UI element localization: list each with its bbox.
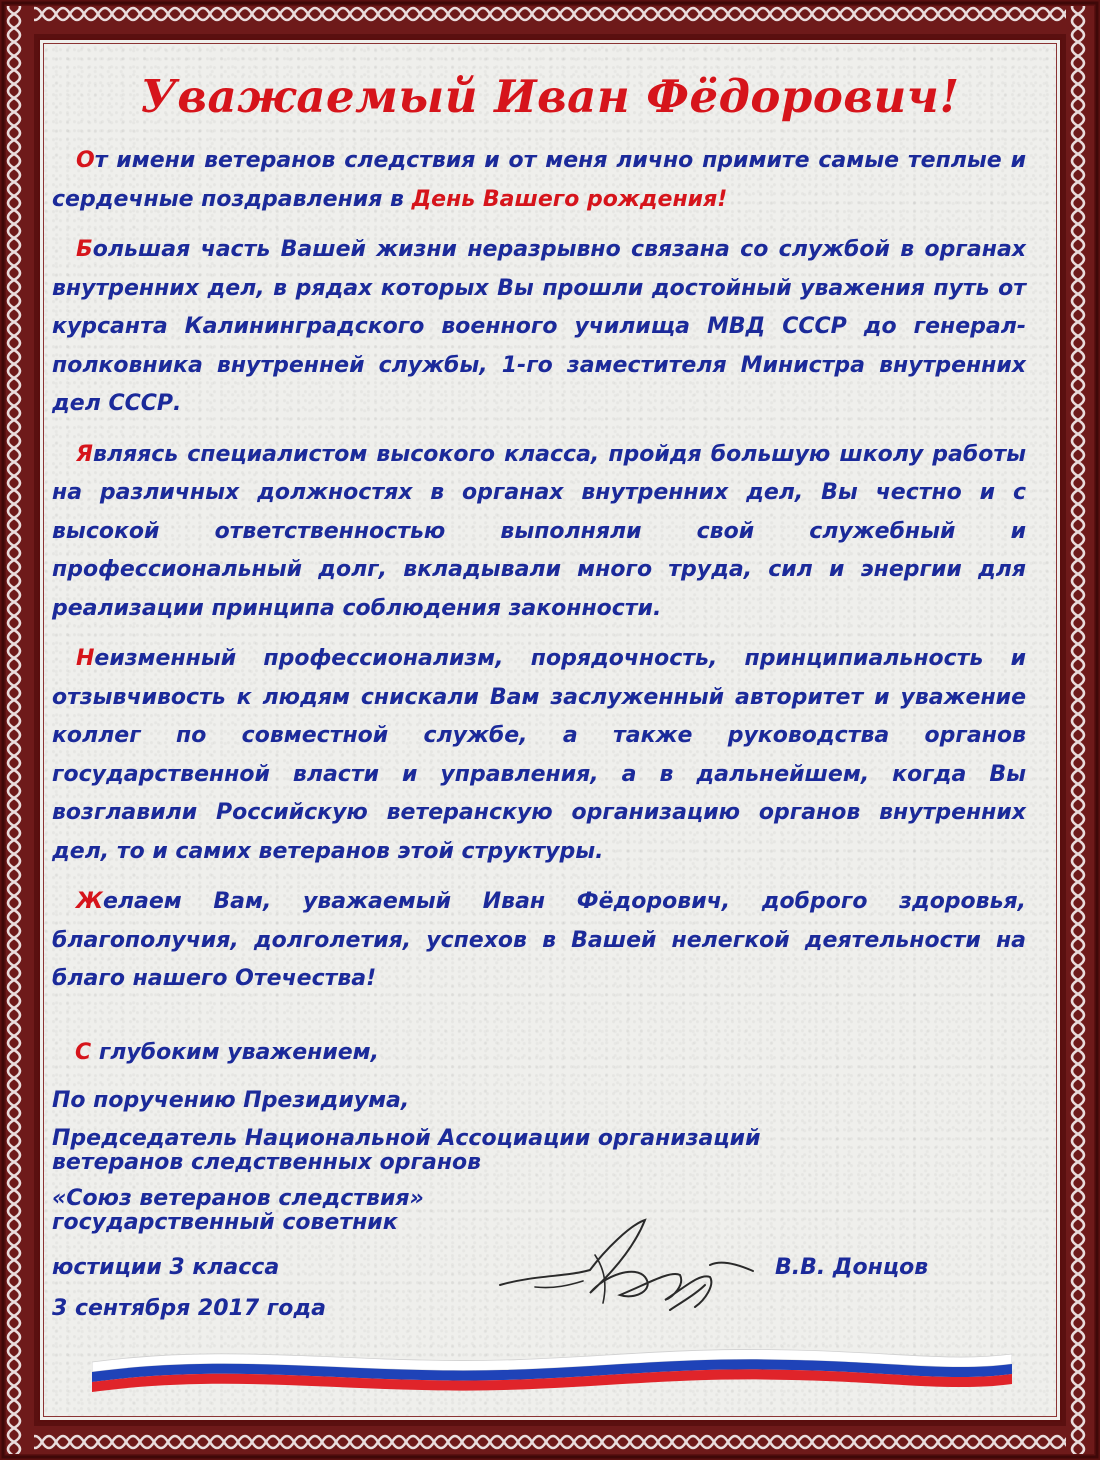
drop-cap: О bbox=[76, 148, 95, 173]
paragraph-text: вляясь специалистом высокого класса, пройдя большую школу работы на различных должностях в органах внутренних дел, Вы честно и с высокой ответственностью выполняли свой служебный и профессиональный долг, вкладывали много труда, сил и энергии для реализации принципа соблюдения законности. bbox=[52, 441, 1026, 621]
drop-cap: Б bbox=[76, 237, 93, 262]
paragraph-text: елаем Вам, уважаемый Иван Фёдорович, доброго здоровья, благополучия, долголетия, успехов в Вашей нелегкой деятельности на благо нашего Отечества! bbox=[52, 889, 1026, 991]
paragraph-3 bbox=[52, 436, 1026, 629]
letter-date: 3 сентября 2017 года bbox=[52, 1296, 327, 1321]
paragraph-text: ольшая часть Вашей жизни неразрывно связана со службой в органах внутренних дел, в рядах которых Вы прошли достойный уважения путь от курсанта Калининградского военного училища МВД СССР до генерал-полковника внутренней службы, 1-го заместителя Министра внутренних дел СССР. bbox=[52, 237, 1026, 416]
handwritten-signature bbox=[495, 1215, 765, 1325]
regards-text: глубоким уважением, bbox=[91, 1040, 380, 1065]
paragraph-2 bbox=[52, 231, 1026, 424]
paragraph-text: т имени ветеранов следствия и от меня лично примите самые теплые и сердечные поздравления в bbox=[52, 148, 1026, 212]
class-line: юстиции 3 класса bbox=[52, 1255, 280, 1280]
salutation-heading: Уважаемый Иван Фёдорович! bbox=[140, 70, 960, 123]
regards-line bbox=[75, 1040, 975, 1065]
paragraph-1 bbox=[52, 142, 1026, 219]
drop-cap: С bbox=[75, 1040, 92, 1065]
chair-title-line-2: ветеранов следственных органов bbox=[52, 1150, 482, 1175]
paragraph-text: еизменный профессионализм, порядочность, принципиальность и отзывчивость к людям снискали Вам заслуженный авторитет и уважение коллег по совместной службе, а также руководства органов государственной власти и управления, а в дальнейшем, когда Вы возглавили Российскую ветеранскую организацию органов внутренних дел, то и самих ветеранов этой структуры. bbox=[52, 646, 1026, 864]
paragraph-4 bbox=[52, 640, 1026, 871]
on-behalf-line: По поручению Президиума, bbox=[52, 1088, 410, 1113]
signatory-name: В.В. Донцов bbox=[775, 1255, 929, 1280]
drop-cap: Н bbox=[76, 646, 95, 671]
chair-title-line-1: Председатель Национальной Ассоциации организаций bbox=[52, 1126, 761, 1151]
rank-line: государственный советник bbox=[52, 1210, 398, 1235]
russian-tricolor-ribbon bbox=[92, 1340, 1012, 1400]
letter-body bbox=[52, 142, 1026, 1011]
birthday-highlight: День Вашего рождения! bbox=[411, 186, 728, 212]
paragraph-5 bbox=[52, 883, 1026, 999]
drop-cap: Я bbox=[76, 441, 93, 467]
drop-cap: Ж bbox=[76, 889, 103, 914]
union-name-line: «Союз ветеранов следствия» bbox=[52, 1186, 424, 1211]
